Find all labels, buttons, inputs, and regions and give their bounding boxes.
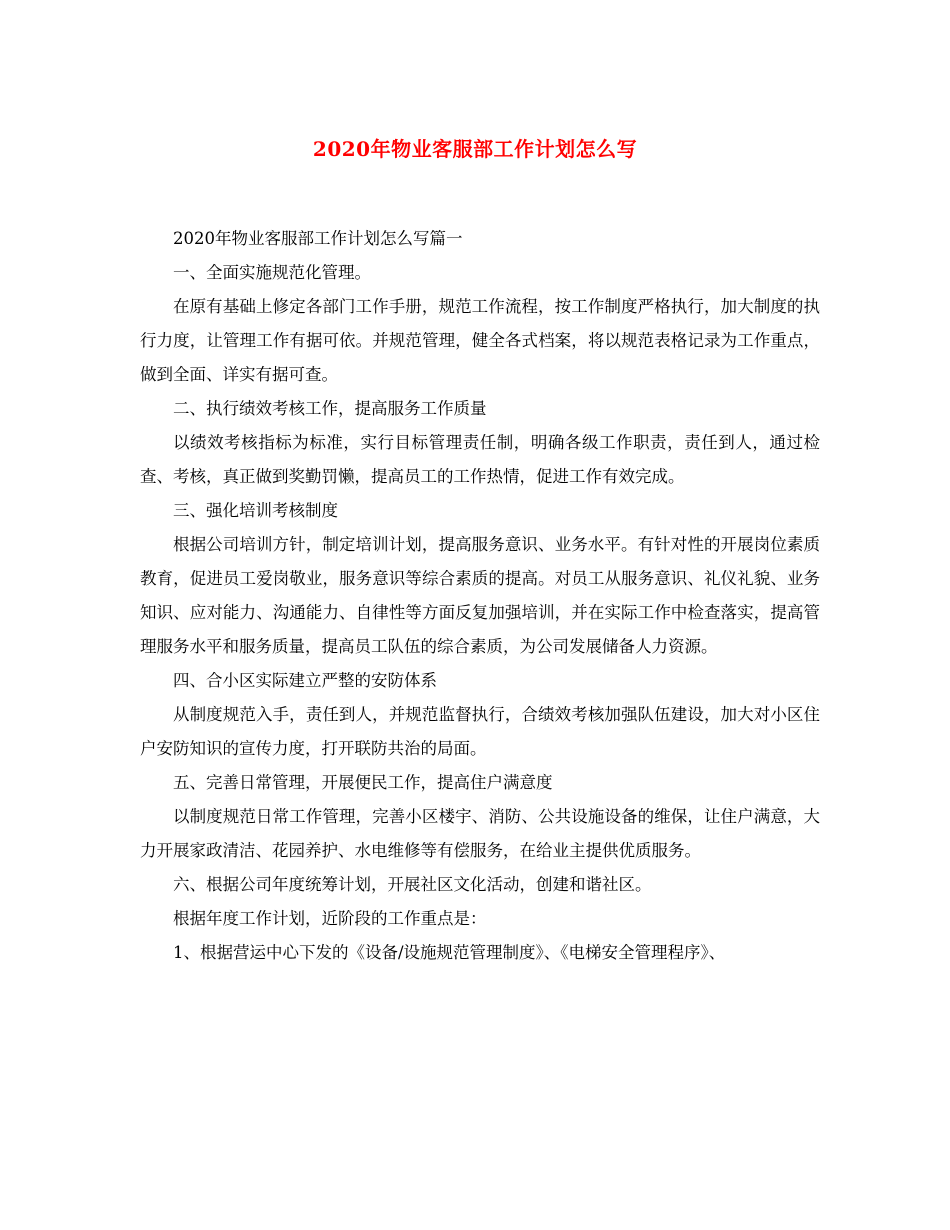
paragraph-3: 根据公司培训方针，制定培训计划，提高服务意识、业务水平。有针对性的开展岗位素质教育，促进员工爱岗敬业，服务意识等综合素质的提高。对员工从服务意识、礼仪礼貌、业务知识、应对能力、沟通能力、自律性等方面反复加强培训，并在实际工作中检查落实，提高管理服务水平和服务质量，提高员工队伍的综合素质，为公司发展储备人力资源。 (140, 535, 820, 656)
paragraph-4: 从制度规范入手，责任到人，并规范监督执行，合绩效考核加强队伍建设，加大对小区住户安防知识的宣传力度，打开联防共治的局面。 (140, 705, 820, 758)
item-heading-4: 四、合小区实际建立严整的安防体系 (173, 671, 437, 690)
paragraph-6: 根据年度工作计划，近阶段的工作重点是： (173, 909, 487, 928)
paragraph-5: 以制度规范日常工作管理，完善小区楼宇、消防、公共设施设备的维保，让住户满意，大力开展家政清洁、花园养护、水电维修等有偿服务，在给业主提供优质服务。 (140, 807, 820, 860)
item-heading-6: 六、根据公司年度统筹计划，开展社区文化活动，创建和谐社区。 (173, 875, 652, 894)
item-heading-2: 二、执行绩效考核工作，提高服务工作质量 (173, 399, 487, 418)
section-heading-1: 2020年物业客服部工作计划怎么写篇一 (173, 229, 463, 248)
item-heading-5: 五、完善日常管理，开展便民工作，提高住户满意度 (173, 773, 553, 792)
item-heading-1: 一、全面实施规范化管理。 (173, 263, 371, 282)
document-title: 2020年物业客服部工作计划怎么写 (312, 137, 638, 161)
document-body (140, 222, 820, 970)
item-heading-3: 三、强化培训考核制度 (173, 501, 338, 520)
paragraph-1: 在原有基础上修定各部门工作手册，规范工作流程，按工作制度严格执行，加大制度的执行力度，让管理工作有据可依。并规范管理，健全各式档案，将以规范表格记录为工作重点，做到全面、详实有据可查。 (140, 297, 820, 384)
paragraph-7: 1、根据营运中心下发的《设备/设施规范管理制度》、《电梯安全管理程序》、 (173, 943, 726, 962)
paragraph-2: 以绩效考核指标为标准，实行目标管理责任制，明确各级工作职责，责任到人，通过检查、考核，真正做到奖勤罚懒，提高员工的工作热情，促进工作有效完成。 (140, 433, 820, 486)
